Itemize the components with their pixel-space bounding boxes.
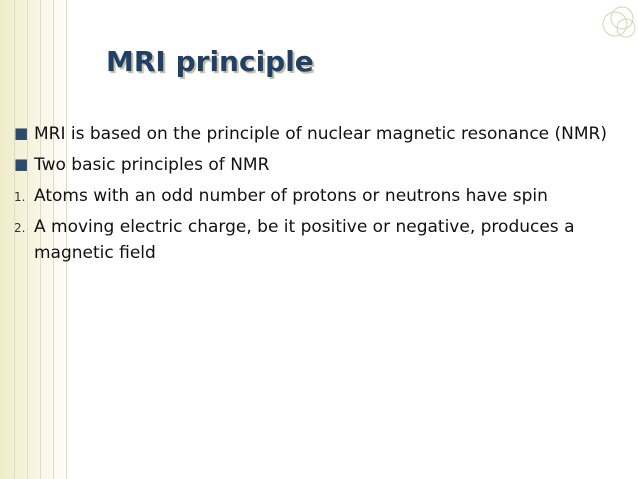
square-bullet-icon: ■ bbox=[14, 155, 29, 173]
list-item-number: 1. bbox=[14, 190, 26, 204]
list-item-text: Atoms with an odd number of protons or neutrons have spin bbox=[34, 186, 548, 206]
list-item bbox=[14, 121, 614, 147]
list-item bbox=[14, 152, 614, 178]
bullet-list bbox=[14, 121, 614, 271]
list-item-text: A moving electric charge, be it positive or negative, produces a magnetic field bbox=[34, 217, 575, 263]
square-bullet-icon: ■ bbox=[14, 124, 29, 142]
ring-circles-icon bbox=[596, 4, 636, 44]
list-item bbox=[14, 183, 614, 209]
slide-title: MRI principle bbox=[106, 45, 314, 78]
list-item-text: MRI is based on the principle of nuclear magnetic resonance (NMR) bbox=[34, 124, 607, 144]
list-item-number: 2. bbox=[14, 221, 26, 235]
list-item bbox=[14, 214, 614, 266]
list-item-text: Two basic principles of NMR bbox=[34, 155, 270, 175]
